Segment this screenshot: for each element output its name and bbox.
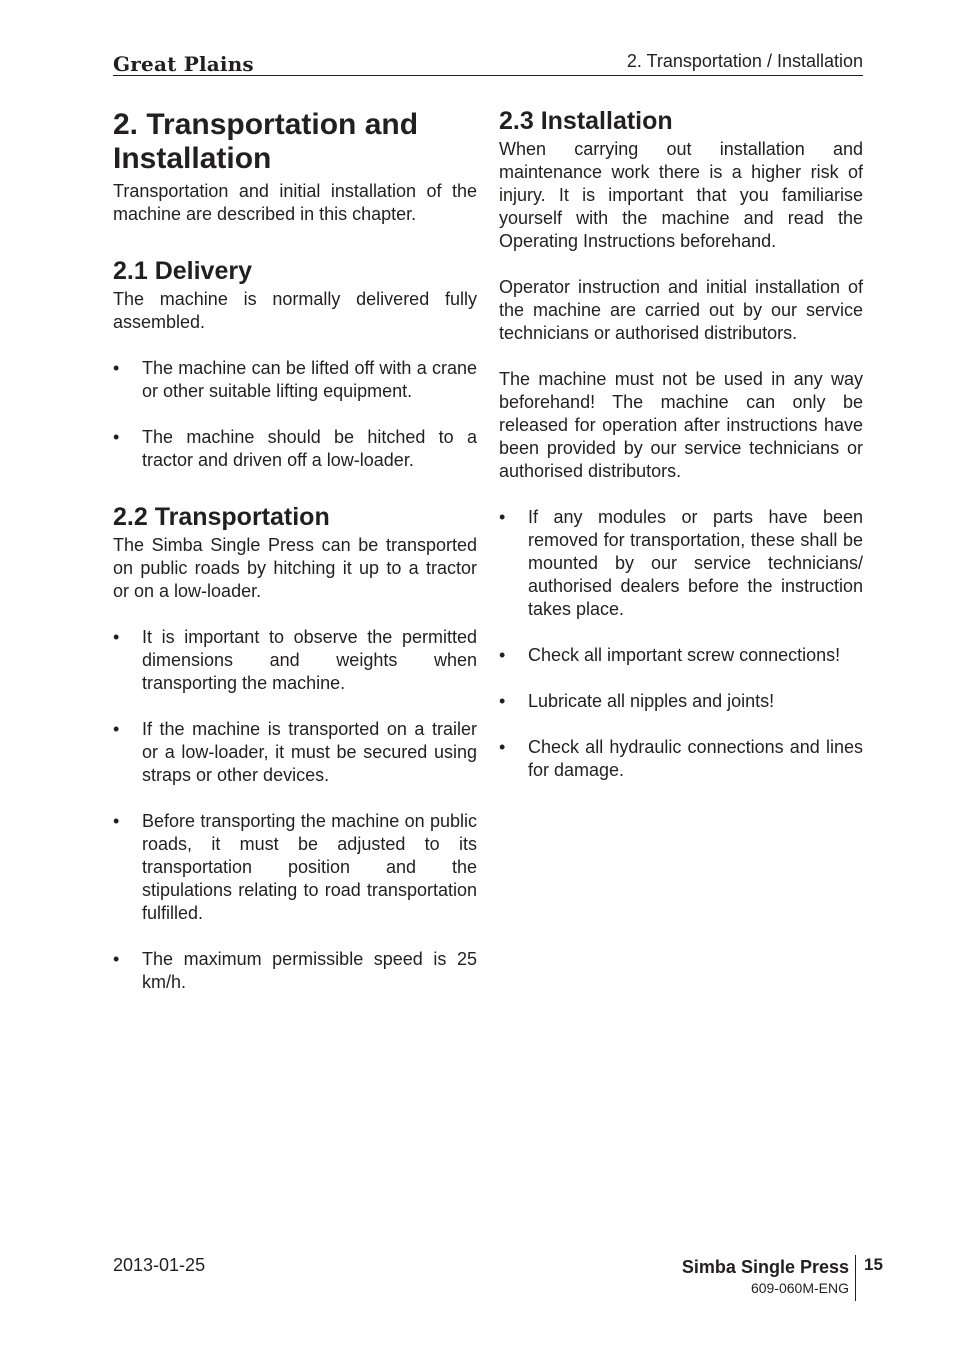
running-chapter-title: 2. Transportation / Installation (626, 51, 863, 71)
footer-product-block (682, 1255, 856, 1301)
transportation-bullet-list (113, 626, 477, 994)
list-item: • Lubricate all nipples and joints! (499, 691, 775, 711)
footer-product-name: Simba Single Press (681, 1257, 849, 1277)
left-column (113, 100, 477, 1017)
bullet-icon: • (113, 811, 120, 831)
transportation-text: The Simba Single Press can be transported on public roads by hitching it up to a tractor or on a low-loader. (113, 535, 477, 601)
delivery-heading: 2.1 Delivery (113, 257, 252, 285)
bullet-icon: • (113, 719, 120, 739)
delivery-bullet-list (113, 357, 477, 472)
bullet-icon: • (113, 427, 120, 447)
list-item: • Check all hydraulic connections and lines for damage. (499, 737, 863, 780)
page-header (113, 50, 863, 76)
bullet-icon: • (499, 737, 506, 757)
installation-heading: 2.3 Installation (499, 107, 673, 135)
installation-bullet-list (499, 506, 863, 782)
list-item: • The maximum permissible speed is 25 km/h. (113, 949, 477, 992)
chapter-intro: Transportation and initial installation of the machine are described in this chapter. (113, 181, 477, 224)
footer-date: 2013-01-25 (113, 1255, 206, 1275)
list-item: • Before transporting the machine on public roads, it must be adjusted to its transportation position and the stipulations relating to road transportation fulfilled. (113, 811, 477, 923)
installation-paragraph: The machine must not be used in any way beforehand! The machine can only be released for operation after instructions have been provided by our service technicians or authorised distributors. (499, 369, 863, 481)
list-item: • If any modules or parts have been removed for transportation, these shall be mounted by our service technicians/ authorised dealers before the instruction takes place. (499, 507, 863, 619)
bullet-icon: • (499, 507, 506, 527)
bullet-icon: • (113, 949, 120, 969)
list-item: • It is important to observe the permitted dimensions and weights when transporting the machine. (113, 627, 477, 693)
installation-paragraph: When carrying out installation and maintenance work there is a higher risk of injury. It is important that you familiarise yourself with the machine and read the Operating Instructions beforehand. (499, 139, 863, 251)
bullet-icon: • (499, 645, 506, 665)
installation-paragraph: Operator instruction and initial installation of the machine are carried out by our service technicians or authorised distributors. (499, 277, 863, 343)
transportation-heading: 2.2 Transportation (113, 503, 330, 531)
page-number: 15 (864, 1255, 883, 1274)
chapter-title: 2. Transportation and Installation (113, 108, 419, 175)
list-item: • The machine can be lifted off with a crane or other suitable lifting equipment. (113, 358, 477, 401)
bullet-icon: • (113, 358, 120, 378)
footer-doc-number: 609-060M-ENG (750, 1280, 849, 1296)
bullet-icon: • (499, 691, 506, 711)
brand-logo: Great Plains (113, 52, 254, 76)
right-column (499, 100, 863, 805)
delivery-text: The machine is normally delivered fully assembled. (113, 289, 477, 332)
list-item: • Check all important screw connections! (499, 645, 841, 665)
list-item: • The machine should be hitched to a tractor and driven off a low-loader. (113, 427, 477, 470)
bullet-icon: • (113, 627, 120, 647)
list-item: • If the machine is transported on a trailer or a low-loader, it must be secured using straps or other devices. (113, 719, 477, 785)
